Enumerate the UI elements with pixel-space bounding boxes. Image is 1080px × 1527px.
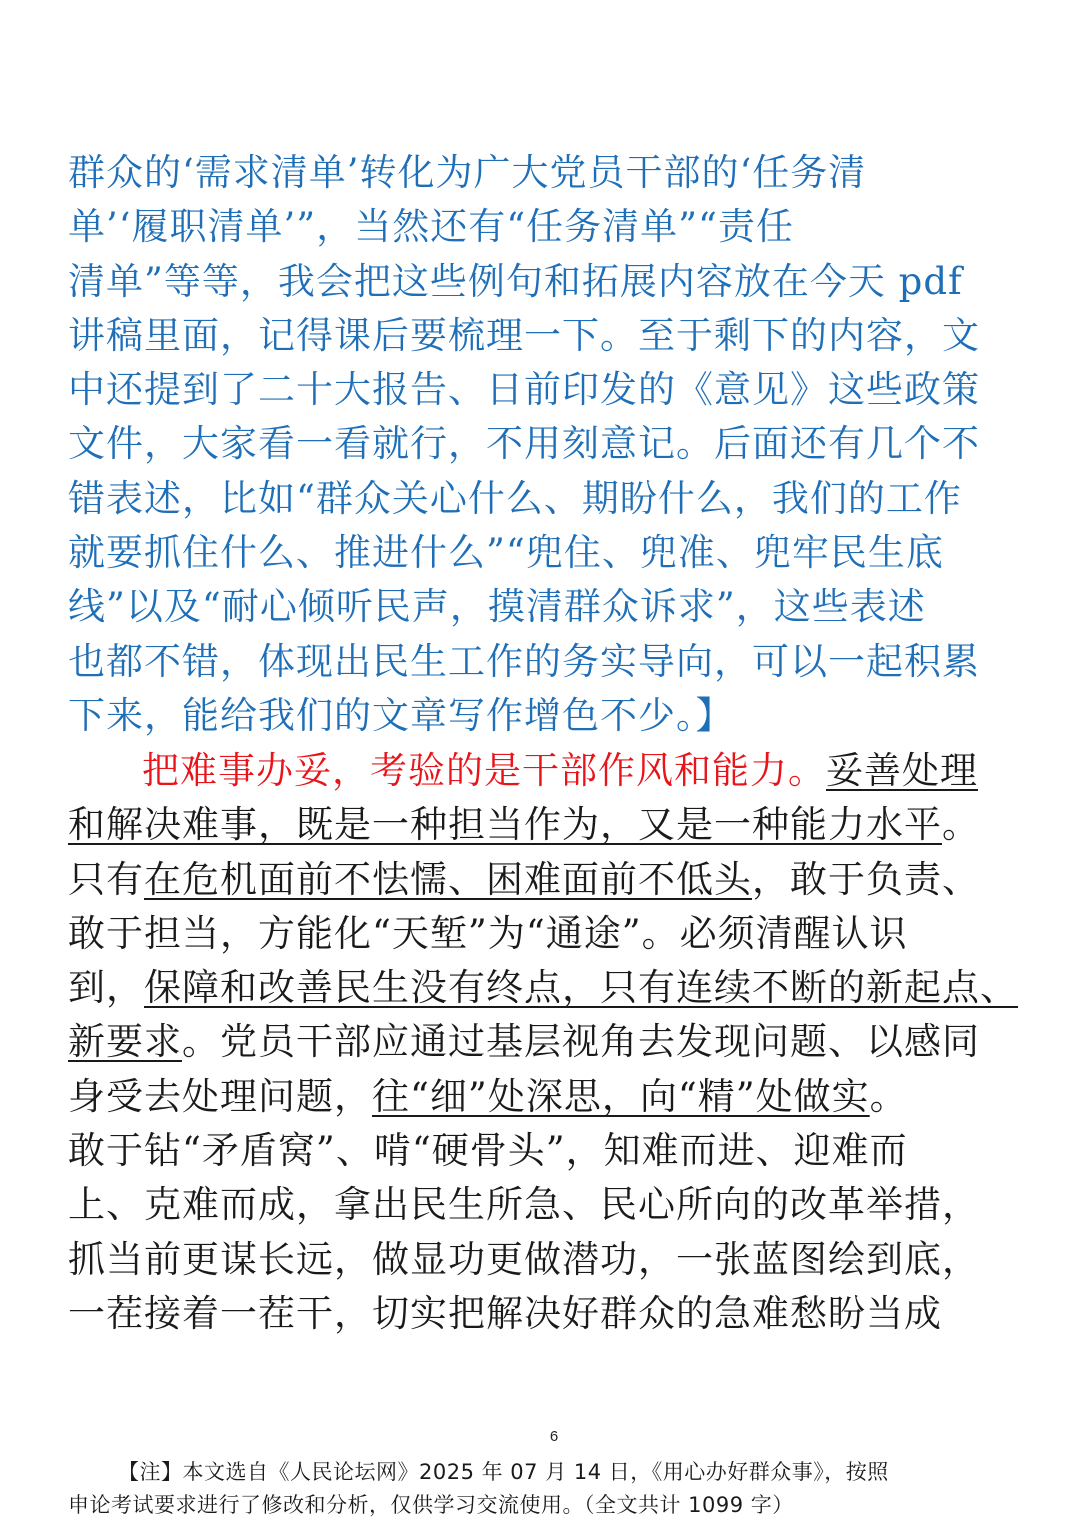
text-line: 上、克难而成，拿出民生所急、民心所向的改革举措， bbox=[68, 1183, 980, 1227]
underlined-phrase: 保障和改善民生没有终点，只有连续不断的新起点、 bbox=[144, 966, 1018, 1010]
underlined-phrase: 新要求 bbox=[68, 1020, 182, 1064]
text-segment: 到， bbox=[68, 966, 144, 1010]
text-line: 讲稿里面，记得课后要梳理一下。至于剩下的内容，文 bbox=[68, 313, 980, 357]
text-line: 线”以及“耐心倾听民声，摸清群众诉求”，这些表述 bbox=[68, 585, 926, 629]
blue-commentary-paragraph bbox=[68, 146, 1016, 743]
text-line bbox=[68, 798, 1038, 852]
footnote-line: 【注】本文选自《人民论坛网》2025 年 07 月 14 日，《用心办好群众事》，按照 bbox=[118, 1460, 889, 1484]
text-segment: 身受去处理问题， bbox=[68, 1074, 372, 1118]
text-line: 群众的‘需求清单’转化为广大党员干部的‘任务清 bbox=[68, 151, 867, 194]
text-line: 敢于钻“矛盾窝”、啃“硬骨头”，知难而进、迎难而 bbox=[68, 1129, 908, 1173]
footnote-line: 申论考试要求进行了修改和分析，仅供学习交流使用。（全文共计 1099 字） bbox=[68, 1493, 794, 1517]
red-heading-sentence: 把难事办妥，考验的是干部作风和能力。 bbox=[142, 749, 826, 792]
text-line: 单’‘履职清单’”，当然还有“任务清单”“责任 bbox=[68, 205, 794, 249]
text-segment: 。 bbox=[942, 803, 980, 847]
text-line: 就要抓住什么、推进什么”“兜住、兜准、兜牢民生底 bbox=[68, 531, 944, 575]
text-segment: 。党员干部应通过基层视角去发现问题、以感同 bbox=[182, 1020, 980, 1064]
underlined-phrase: 和解决难事，既是一种担当作为，又是一种能力水平 bbox=[68, 803, 942, 847]
text-line bbox=[68, 1070, 1038, 1124]
text-line: 中还提到了二十大报告、日前印发的《意见》这些政策 bbox=[68, 368, 980, 412]
text-line: 清单”等等，我会把这些例句和拓展内容放在今天 pdf bbox=[68, 259, 963, 303]
text-line: 文件，大家看一看就行，不用刻意记。后面还有几个不 bbox=[68, 422, 980, 466]
body-paragraph bbox=[68, 744, 1038, 1341]
underlined-phrase: 往“细”处深思，向“精”处做实 bbox=[372, 1074, 870, 1118]
text-segment: ，敢于负责、 bbox=[752, 857, 980, 901]
text-line bbox=[68, 744, 1038, 798]
text-line: 敢于担当，方能化“天堑”为“通途”。必须清醒认识 bbox=[68, 911, 908, 955]
page-number: 6 bbox=[549, 1428, 559, 1445]
text-segment: 只有 bbox=[68, 857, 144, 901]
text-line bbox=[68, 1015, 1038, 1069]
underlined-phrase: 在危机面前不怯懦、困难面前不低头 bbox=[144, 857, 752, 901]
footnote bbox=[68, 1456, 1028, 1522]
text-line bbox=[68, 961, 1038, 1015]
text-line bbox=[68, 853, 1038, 907]
text-line: 一茬接着一茬干，切实把解决好群众的急难愁盼当成 bbox=[68, 1291, 942, 1335]
text-line: 错表述，比如“群众关心什么、期盼什么，我们的工作 bbox=[68, 476, 962, 520]
text-line: 也都不错，体现出民生工作的务实导向，可以一起积累 bbox=[68, 639, 980, 683]
underlined-phrase: 妥善处理 bbox=[826, 749, 978, 792]
text-line: 抓当前更谋长远，做显功更做潜功，一张蓝图绘到底， bbox=[68, 1237, 980, 1281]
text-line: 下来，能给我们的文章写作增色不少。】 bbox=[68, 693, 734, 737]
text-segment: 。 bbox=[869, 1074, 908, 1118]
